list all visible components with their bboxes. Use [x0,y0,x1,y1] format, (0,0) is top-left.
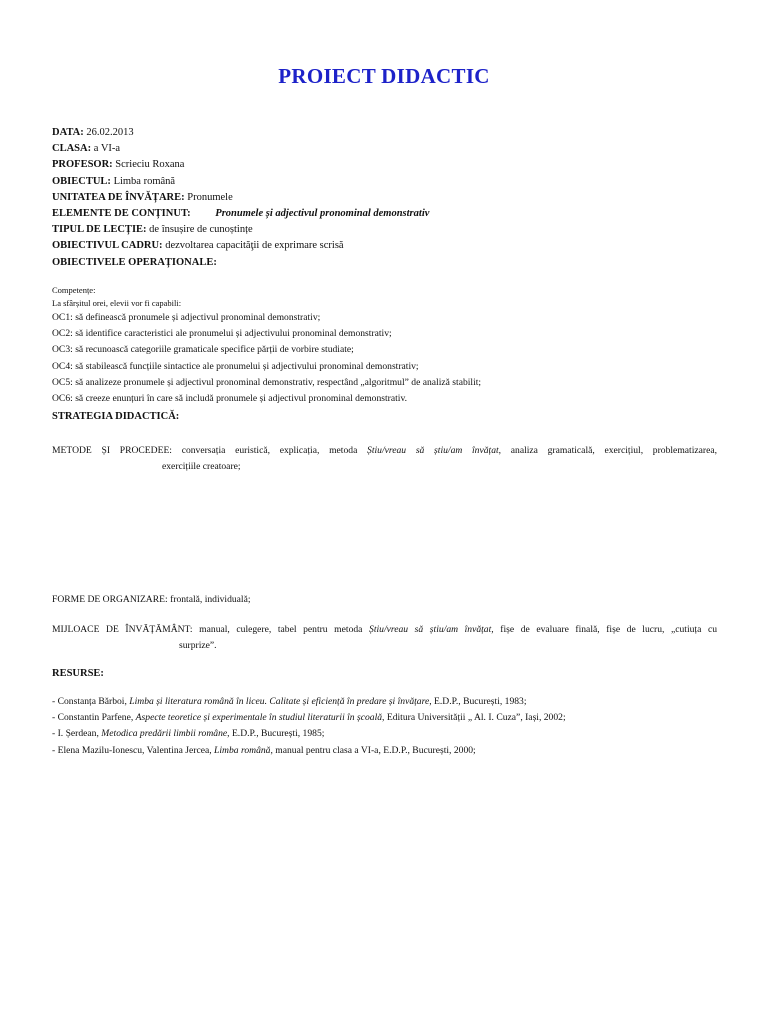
profesor-value: Scrieciu Roxana [115,159,185,171]
meta-row-tipul [52,222,732,238]
data-value: 26.02.2013 [86,127,134,138]
methods-italic: Știu/vreau să știu/am învățat [367,445,499,456]
obiectul-value: Limba română [113,175,176,187]
mijloace-text-1: manual, culegere, tabel pentru metoda [192,624,370,635]
objectives-intro: La sfârșitul orei, elevii vor fi capabili: [52,298,182,308]
methods-paragraph [52,443,717,475]
data-label: DATA: [52,127,84,138]
mijloace-label: MIJLOACE DE ÎNVĂȚĂMÂNT: [52,624,193,635]
objective-item: OC3: să recunoască categoriile gramaticale specifice părții de vorbire studiate; [52,344,354,356]
resource-item [52,726,742,742]
methods-text-1: conversația euristică, explicația, metoda [181,445,368,456]
resources-heading: RESURSE: [52,668,104,679]
meta-row-elemente [52,206,732,222]
meta-row-obiective-operationale [52,255,732,271]
resource-publisher: , E.D.P., București, 1985; [227,728,325,740]
competente-label: Competențe: [52,285,96,295]
resources-list [52,694,742,759]
resource-item [52,743,742,759]
resource-item [52,710,742,726]
profesor-label: PROFESOR: [52,159,113,171]
operational-objectives [52,284,742,407]
objective-item: OC2: să identifice caracteristici ale pronumelui și adjectivului pronominal demonstrativ; [52,328,392,340]
obiectiv-cadru-value: dezvoltarea capacităţii de exprimare scrisă [165,240,344,252]
meta-row-data [52,125,732,141]
lesson-metadata [52,125,732,271]
resource-publisher: , E.D.P., București, 1983; [429,696,527,707]
mijloace-italic: Știu/vreau să știu/am învățat [369,624,492,635]
tipul-value: de însușire de cunoștințe [149,224,253,236]
methods-line-1 [52,443,717,459]
obiective-operationale-label: OBIECTIVELE OPERAȚIONALE: [52,256,217,268]
resource-title: Aspecte teoretice și experimentale în studiul literaturii în școală [135,712,383,724]
meta-row-obiectiv-cadru [52,238,732,254]
methods-line-2: exercițiile creatoare; [162,461,241,472]
resource-publisher: , Editura Universității „ Al. I. Cuza”, Iași, 2002; [382,712,566,724]
objective-item: OC6: să creeze enunțuri în care să includă pronumele și adjectivul pronominal demonstrativ. [52,393,408,405]
methods-text-2: , analiza gramaticală, exercițiul, problematizarea, [498,445,717,456]
resource-author: - Constanța Bărboi, [52,696,130,707]
unitatea-value: Pronumele [187,191,233,203]
forme-label: FORME DE ORGANIZARE: [52,594,168,605]
clasa-label: CLASA: [52,143,92,155]
objective-item: OC1: să definească pronumele și adjectivul pronominal demonstrativ; [52,312,321,323]
organization-forms [52,594,251,605]
resource-title: Limba română [214,744,271,756]
unitatea-label: UNITATEA DE ÎNVĂȚARE: [52,191,185,203]
obiectul-label: OBIECTUL: [52,175,111,187]
teaching-means-paragraph [52,622,717,654]
strategy-heading: STRATEGIA DIDACTICĂ: [52,411,180,422]
resource-title: Limba și literatura română în liceu. Calitate și eficiență în predare și învățare [129,696,430,707]
objective-item: OC5: să analizeze pronumele și adjectivul pronominal demonstrativ, respectând „algoritmul” de analiză stabilit; [52,376,482,388]
resource-author: - Constantin Parfene, [52,712,136,724]
clasa-value: a VI-a [93,143,121,155]
meta-row-clasa [52,141,732,157]
methods-label: METODE ȘI PROCEDEE: [52,445,172,456]
meta-row-obiectul [52,174,732,190]
document-title: PROIECT DIDACTIC [278,64,490,88]
resource-author: - I. Șerdean, [52,728,102,740]
obiectiv-cadru-label: OBIECTIVUL CADRU: [52,240,163,252]
elemente-value: Pronumele și adjectivul pronominal demonstrativ [215,208,430,220]
mijloace-text-2: , fișe de evaluare finală, fișe de lucru, „cutiuța cu [491,624,717,635]
teaching-means-line-1 [52,622,717,638]
objective-item: OC4: să stabilească funcțiile sintactice ale pronumelui și adjectivului pronominal demonstrativ; [52,360,419,372]
meta-row-unitatea [52,190,732,206]
forme-value: frontală, individuală; [167,594,251,605]
resource-item [52,694,742,710]
resource-author: - Elena Mazilu-Ionescu, Valentina Jercea, [52,744,215,756]
tipul-label: TIPUL DE LECȚIE: [52,224,147,236]
elemente-label: ELEMENTE DE CONȚINUT: [52,208,191,220]
resource-title: Metodica predării limbii române [101,728,228,740]
teaching-means-line-2: surprize”. [179,640,217,651]
meta-row-profesor [52,157,732,173]
resource-publisher: , manual pentru clasa a VI-a, E.D.P., București, 2000; [270,744,476,756]
